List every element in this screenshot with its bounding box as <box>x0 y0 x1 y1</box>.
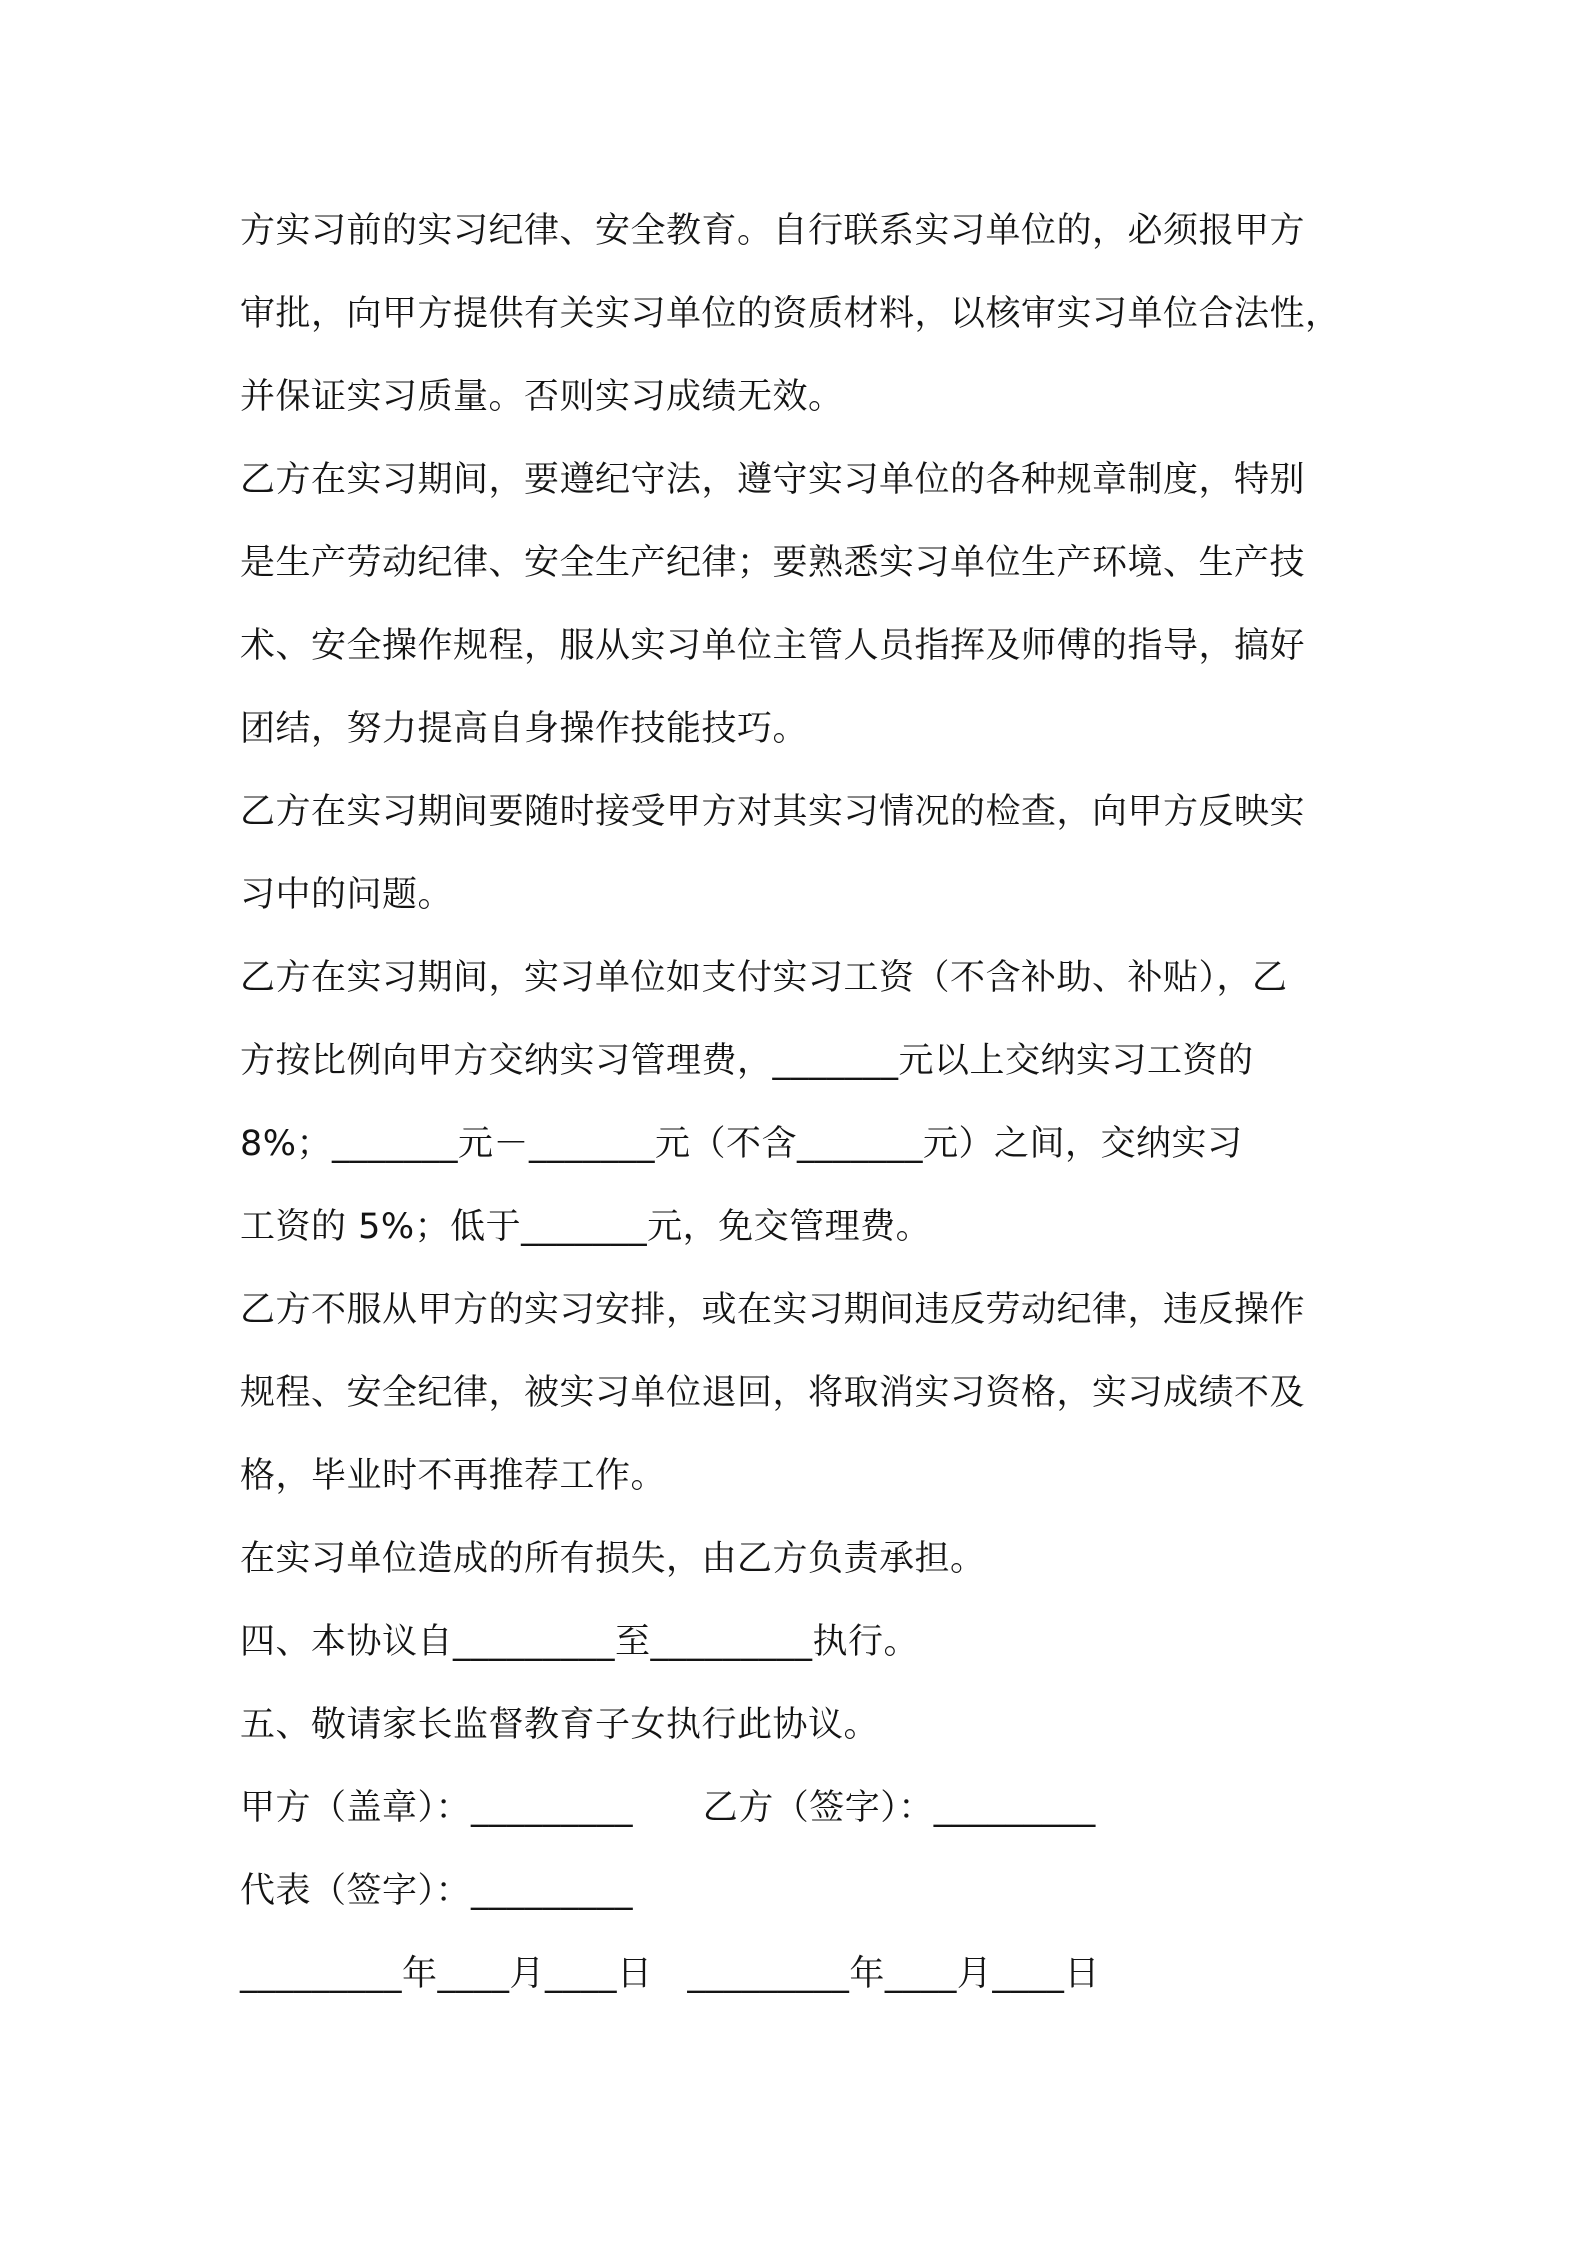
date-line: _________年____月____日 _________年____月____日 <box>240 1954 1100 1994</box>
signature-line-parties: 甲方（盖章）：_________ 乙方（签字）：_________ <box>240 1788 1096 1828</box>
text-line: 团结，努力提高自身操作技能技巧。 <box>240 709 809 749</box>
text-line: 工资的 5%；低于_______元，免交管理费。 <box>240 1207 932 1247</box>
text-line: 乙方在实习期间，实习单位如支付实习工资（不含补助、补贴），乙 <box>240 958 1288 998</box>
text-line: 规程、安全纪律，被实习单位退回，将取消实习资格，实习成绩不及 <box>240 1373 1306 1413</box>
text-line: 在实习单位造成的所有损失，由乙方负责承担。 <box>240 1539 986 1579</box>
text-line: 方实习前的实习纪律、安全教育。自行联系实习单位的，必须报甲方 <box>240 211 1306 251</box>
text-line: 是生产劳动纪律、安全生产纪律；要熟悉实习单位生产环境、生产技 <box>240 543 1306 583</box>
text-line: 格，毕业时不再推荐工作。 <box>240 1456 667 1496</box>
text-line: 并保证实习质量。否则实习成绩无效。 <box>240 377 844 417</box>
text-line: 四、本协议自_________至_________执行。 <box>240 1622 920 1662</box>
text-line: 审批，向甲方提供有关实习单位的资质材料，以核审实习单位合法性， <box>240 294 1341 334</box>
signature-line-representative: 代表（签字）：_________ <box>240 1871 634 1911</box>
text-line: 乙方在实习期间要随时接受甲方对其实习情况的检查，向甲方反映实 <box>240 792 1306 832</box>
text-line: 8%；_______元－_______元（不含_______元）之间，交纳实习 <box>240 1124 1243 1164</box>
text-line: 乙方在实习期间，要遵纪守法，遵守实习单位的各种规章制度，特别 <box>240 460 1306 500</box>
text-line: 乙方不服从甲方的实习安排，或在实习期间违反劳动纪律，违反操作 <box>240 1290 1306 1330</box>
text-line: 五、敬请家长监督教育子女执行此协议。 <box>240 1705 880 1745</box>
text-line: 术、安全操作规程，服从实习单位主管人员指挥及师傅的指导，搞好 <box>240 626 1306 666</box>
text-line: 习中的问题。 <box>240 875 454 915</box>
text-line: 方按比例向甲方交纳实习管理费，_______元以上交纳实习工资的 <box>240 1041 1254 1081</box>
